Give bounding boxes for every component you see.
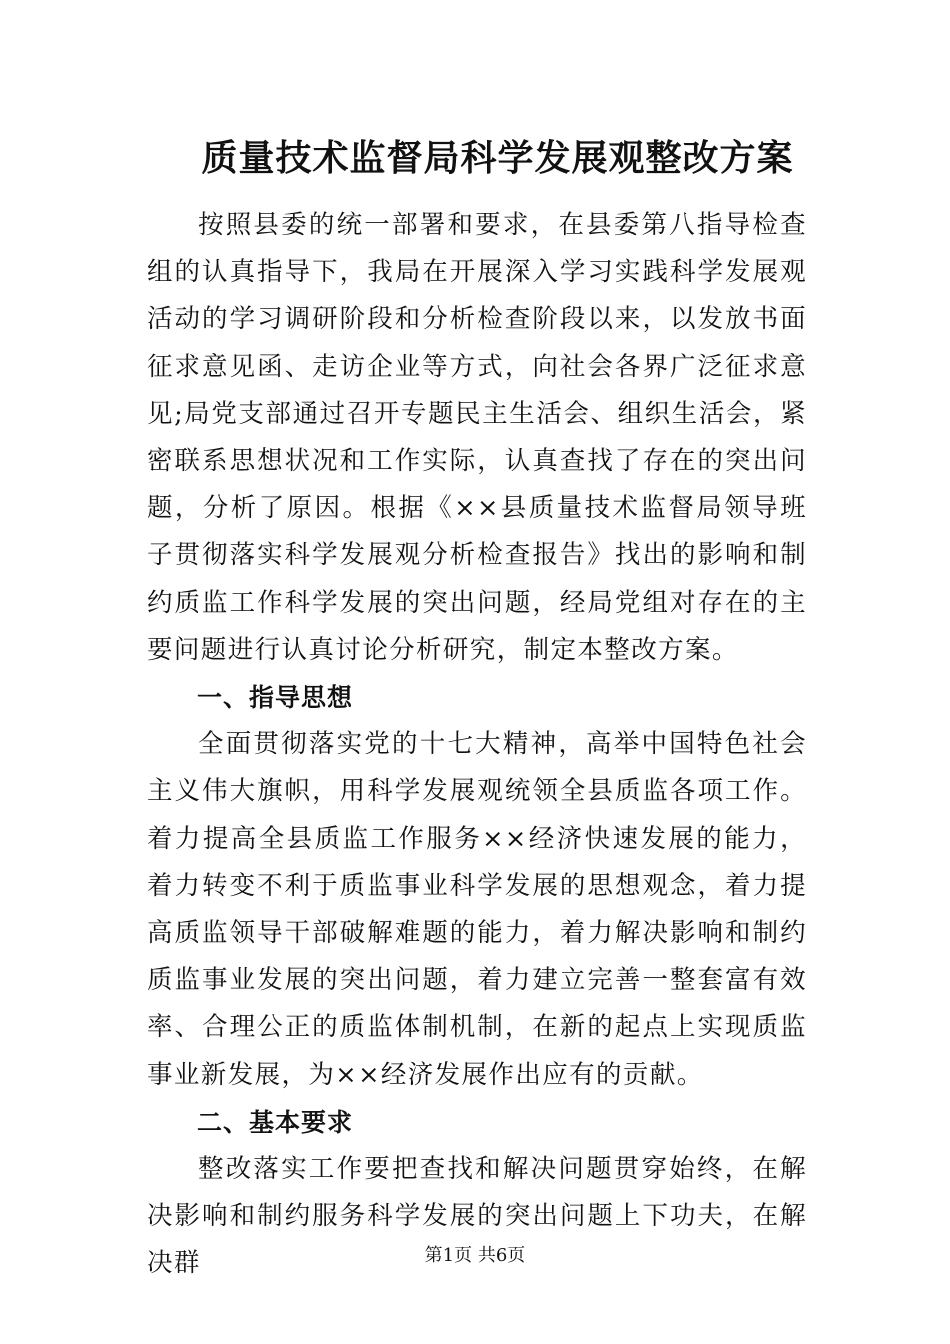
- section-heading-guiding-ideology: 一、指导思想: [197, 683, 354, 713]
- intro-paragraph: 按照县委的统一部署和要求，在县委第八指导检查组的认真指导下，我局在开展深入学习实践科学发展观活动的学习调研阶段和分析检查阶段以来，以发放书面征求意见函、走访企业等方式，向社会各界广泛征求意见;局党支部通过召开专题民主生活会、组织生活会，紧密联系思想状况和工作实际，认真查找了存在的突出问题，分析了原因。根据《××县质量技术监督局领导班子贯彻落实科学发展观分析检查报告》找出的影响和制约质监工作科学发展的突出问题，经局党组对存在的主要问题进行认真讨论分析研究，制定本整改方案。: [147, 210, 807, 665]
- section-paragraph-guiding-ideology: 全面贯彻落实党的十七大精神，高举中国特色社会主义伟大旗帜，用科学发展观统领全县质监各项工作。着力提高全县质监工作服务××经济快速发展的能力，着力转变不利于质监事业科学发展的思想观念，着力提高质监领导干部破解难题的能力，着力解决影响和制约质监事业发展的突出问题，着力建立完善一整套富有效率、合理公正的质监体制机制，在新的起点上实现质监事业新发展，为××经济发展作出应有的贡献。: [147, 729, 807, 1090]
- section-paragraph-basic-requirements: 整改落实工作要把查找和解决问题贯穿始终，在解决影响和制约服务科学发展的突出问题上下功夫，在解决群: [147, 1154, 807, 1279]
- page-footer: 第1页 共6页: [424, 1245, 526, 1266]
- document-body: [147, 202, 807, 1288]
- section-heading-basic-requirements: 二、基本要求: [197, 1107, 354, 1137]
- document-title: 质量技术监督局科学发展观整改方案: [201, 137, 794, 179]
